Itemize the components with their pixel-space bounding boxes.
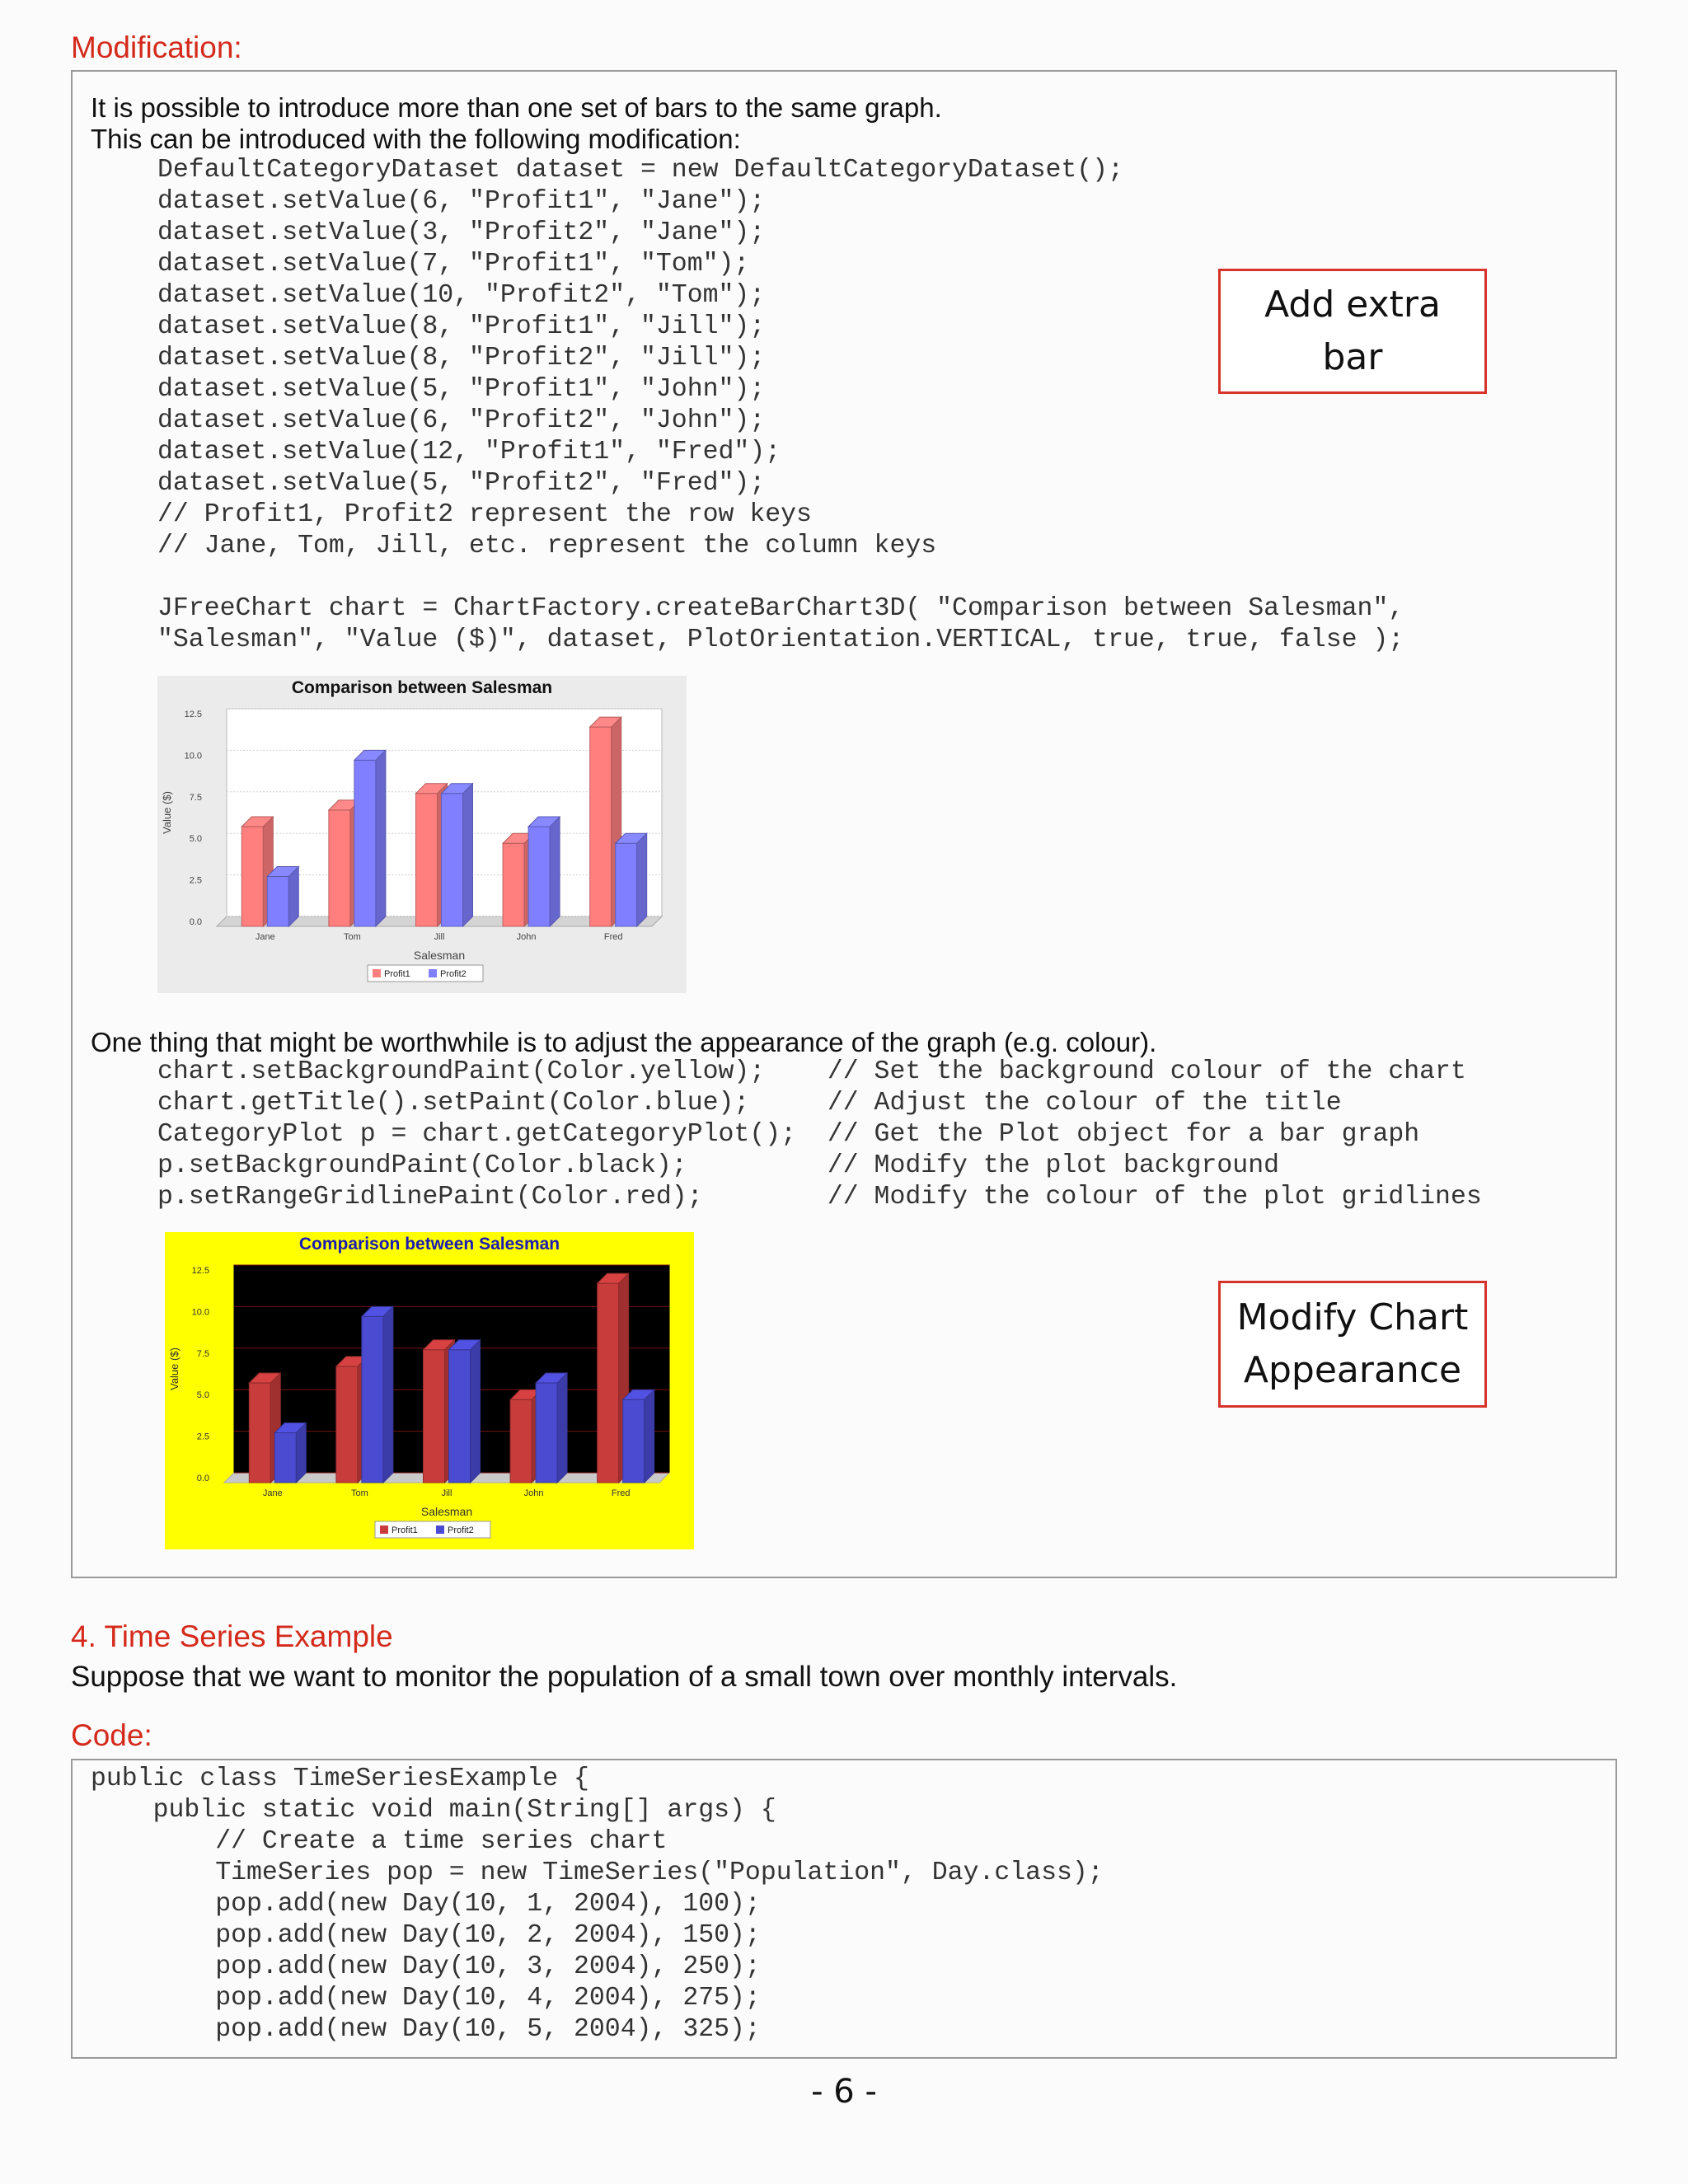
bar-front: [424, 1350, 445, 1483]
y-tick-label: 0.0: [196, 1474, 209, 1483]
modify-appearance-callout: [1218, 1281, 1487, 1408]
x-tick-label: Fred: [603, 932, 623, 942]
bar-front: [241, 827, 263, 926]
x-tick-label: John: [516, 932, 537, 942]
bar-front: [616, 843, 637, 926]
x-tick-label: Fred: [611, 1488, 631, 1498]
modification-heading: Modification:: [71, 30, 242, 64]
code-line: dataset.setValue(3, "Profit2", "Jane");: [157, 218, 766, 247]
code-line: chart.setBackgroundPaint(Color.yellow); // Set the background colour of the chart: [157, 1057, 1466, 1086]
y-tick-label: 7.5: [196, 1348, 209, 1359]
bar-front: [623, 1399, 645, 1483]
bar-side: [557, 1373, 567, 1483]
y-tick-label: 12.5: [191, 1266, 209, 1276]
code-line: dataset.setValue(8, "Profit1", "Jill");: [157, 312, 766, 341]
legend-swatch: [429, 969, 437, 977]
x-tick-label: Tom: [344, 932, 361, 942]
legend-swatch: [373, 969, 381, 977]
bar-front: [416, 794, 438, 926]
code-line: // Profit1, Profit2 represent the row keys: [157, 500, 812, 529]
legend-label: Profit1: [384, 969, 410, 979]
code-line: dataset.setValue(7, "Profit1", "Tom");: [157, 250, 750, 279]
y-axis-label: Value ($): [168, 1347, 181, 1390]
x-tick-label: Jill: [441, 1488, 452, 1498]
bar-front: [510, 1399, 532, 1483]
chart-title: Comparison between Salesman: [298, 1235, 560, 1254]
add-extra-bar-callout: [1218, 269, 1487, 394]
y-tick-label: 0.0: [189, 917, 202, 927]
callout-line: Modify Chart: [1236, 1296, 1469, 1338]
code-line: // Jane, Tom, Jill, etc. represent the column keys: [157, 532, 937, 560]
code-line: public class TimeSeriesExample {: [91, 1765, 589, 1793]
bar-front: [536, 1383, 557, 1483]
y-tick-label: 12.5: [184, 710, 202, 719]
modification-intro: [91, 92, 942, 155]
legend-label: Profit2: [440, 969, 467, 979]
code-line: TimeSeries pop = new TimeSeries("Population", Day.class);: [91, 1858, 1104, 1887]
bar-chart-modified: [165, 1232, 694, 1549]
bar-front: [528, 827, 550, 926]
code-line: dataset.setValue(5, "Profit2", "Fred");: [157, 469, 766, 498]
bar-side: [637, 833, 647, 926]
callout-line: Add extra: [1264, 284, 1441, 326]
bar-side: [463, 784, 473, 926]
bar-front: [249, 1383, 270, 1483]
intro-line: This can be introduced with the following modification:: [91, 124, 741, 154]
x-tick-label: Jane: [262, 1488, 283, 1498]
bar-front: [449, 1350, 471, 1483]
bar-front: [336, 1366, 358, 1483]
callout-line: bar: [1322, 336, 1383, 378]
code-line: dataset.setValue(10, "Profit2", "Tom");: [157, 281, 766, 310]
code-line: // Create a time series chart: [91, 1827, 668, 1856]
code-line: dataset.setValue(8, "Profit2", "Jill");: [157, 344, 766, 373]
appearance-intro: One thing that might be worthwhile is to adjust the appearance of the graph (e.g. colour).: [91, 1027, 1157, 1057]
callout-line: Appearance: [1243, 1349, 1462, 1391]
time-series-code-block: [91, 1764, 1104, 2046]
code-heading: Code:: [71, 1718, 152, 1752]
code-line: [157, 562, 1404, 593]
code-line: dataset.setValue(5, "Profit1", "John");: [157, 375, 766, 404]
code-line: dataset.setValue(6, "Profit2", "John");: [157, 406, 766, 435]
x-tick-label: Tom: [351, 1488, 368, 1498]
time-series-heading: 4. Time Series Example: [71, 1619, 393, 1653]
x-axis-label: Salesman: [420, 1505, 473, 1518]
code-line: pop.add(new Day(10, 1, 2004), 100);: [91, 1890, 761, 1919]
legend-swatch: [380, 1526, 388, 1534]
code-line: DefaultCategoryDataset dataset = new DefaultCategoryDataset();: [157, 156, 1123, 185]
y-tick-label: 5.0: [196, 1390, 209, 1401]
bar-side: [383, 1306, 393, 1483]
code-line: p.setBackgroundPaint(Color.black); // Modify the plot background: [157, 1151, 1280, 1180]
y-tick-label: 2.5: [196, 1432, 209, 1442]
bar-front: [267, 877, 288, 926]
bar-front: [442, 794, 463, 926]
bar-front: [354, 760, 376, 926]
y-tick-label: 10.0: [191, 1307, 209, 1318]
legend-label: Profit2: [448, 1526, 474, 1535]
y-axis-label: Value ($): [161, 791, 173, 834]
dataset-code-block: [157, 155, 1404, 656]
code-line: public static void main(String[] args) {: [91, 1796, 776, 1825]
page-number: - 6 -: [811, 2073, 877, 2111]
code-line: pop.add(new Day(10, 4, 2004), 275);: [91, 1984, 761, 2013]
bar-front: [598, 1283, 619, 1483]
bar-side: [471, 1340, 481, 1483]
bar-chart-default: [157, 676, 687, 993]
y-tick-label: 2.5: [189, 875, 202, 886]
appearance-code-block: [157, 1057, 1482, 1213]
x-tick-label: John: [523, 1488, 544, 1498]
bar-side: [550, 817, 560, 926]
bar-side: [376, 750, 386, 926]
code-line: JFreeChart chart = ChartFactory.createBarChart3D( "Comparison between Salesman",: [157, 594, 1404, 623]
x-tick-label: Jane: [255, 932, 275, 942]
intro-line: It is possible to introduce more than one set of bars to the same graph.: [91, 92, 942, 123]
legend-swatch: [436, 1526, 444, 1534]
bar-front: [329, 810, 350, 926]
code-line: dataset.setValue(6, "Profit1", "Jane");: [157, 187, 766, 216]
bar-side: [645, 1390, 654, 1483]
y-tick-label: 5.0: [189, 834, 202, 845]
code-line: pop.add(new Day(10, 5, 2004), 325);: [91, 2015, 761, 2044]
bar-front: [503, 843, 524, 926]
y-tick-label: 10.0: [184, 751, 202, 762]
chart-title: Comparison between Salesman: [291, 678, 553, 697]
code-line: pop.add(new Day(10, 3, 2004), 250);: [91, 1952, 761, 1981]
code-line: "Salesman", "Value ($)", dataset, PlotOrientation.VERTICAL, true, true, false );: [157, 626, 1404, 654]
x-tick-label: Jill: [434, 932, 445, 942]
code-line: CategoryPlot p = chart.getCategoryPlot(); // Get the Plot object for a bar graph: [157, 1120, 1420, 1149]
y-tick-label: 7.5: [189, 792, 202, 803]
code-line: dataset.setValue(12, "Profit1", "Fred");: [157, 438, 781, 466]
code-line: chart.getTitle().setPaint(Color.blue); // Adjust the colour of the title: [157, 1089, 1342, 1118]
legend-label: Profit1: [392, 1526, 418, 1535]
time-series-intro: Suppose that we want to monitor the population of a small town over monthly intervals.: [71, 1661, 1178, 1693]
x-axis-label: Salesman: [413, 949, 466, 962]
bar-front: [590, 727, 612, 926]
code-line: pop.add(new Day(10, 2, 2004), 150);: [91, 1921, 761, 1950]
bar-front: [274, 1433, 296, 1483]
bar-front: [362, 1316, 383, 1483]
code-line: p.setRangeGridlinePaint(Color.red); // Modify the colour of the plot gridlines: [157, 1183, 1482, 1212]
